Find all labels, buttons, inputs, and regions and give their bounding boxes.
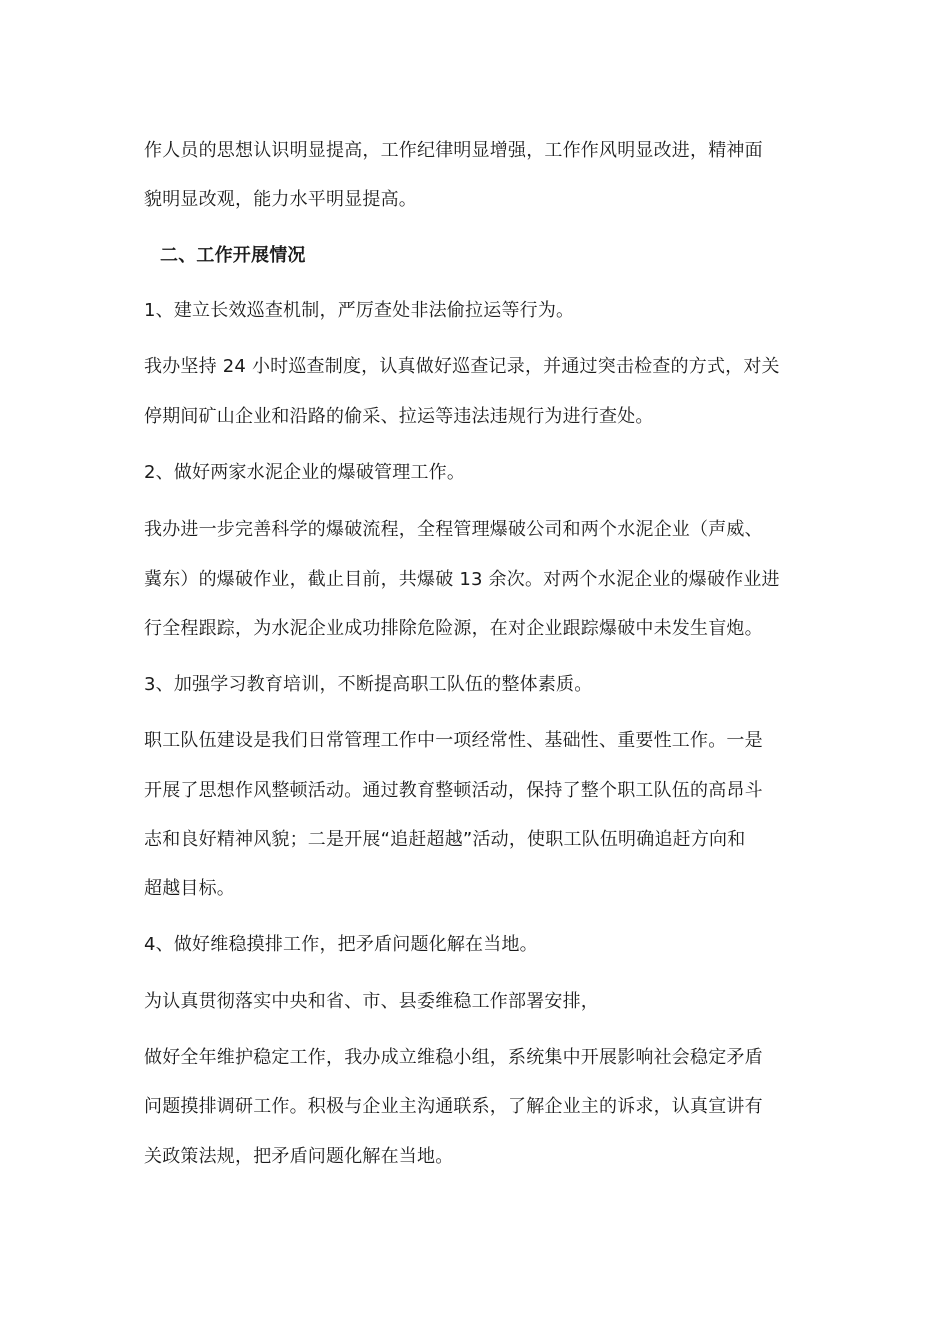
- paragraph-line: 做好全年维护稳定工作，我办成立维稳小组，系统集中开展影响社会稳定矛盾: [144, 1047, 763, 1068]
- subsection-heading: 2、做好两家水泥企业的爆破管理工作。: [144, 462, 466, 483]
- paragraph-line: 职工队伍建设是我们日常管理工作中一项经常性、基础性、重要性工作。一是: [144, 730, 763, 751]
- paragraph-line: 为认真贯彻落实中央和省、市、县委维稳工作部署安排，: [144, 991, 599, 1012]
- paragraph-line: 志和良好精神风貌；二是开展“追赶超越”活动，使职工队伍明确追赶方向和: [144, 829, 746, 850]
- section-heading: 二、工作开展情况: [160, 245, 306, 266]
- paragraph-line: 冀东）的爆破作业，截止目前，共爆破 13 余次。对两个水泥企业的爆破作业进: [144, 569, 780, 590]
- paragraph-line: 停期间矿山企业和沿路的偷采、拉运等违法违规行为进行查处。: [144, 406, 654, 427]
- paragraph-line: 行全程跟踪，为水泥企业成功排除危险源，在对企业跟踪爆破中未发生盲炮。: [144, 618, 763, 639]
- paragraph-line: 开展了思想作风整顿活动。通过教育整顿活动，保持了整个职工队伍的高昂斗: [144, 780, 763, 801]
- paragraph-line: 我办进一步完善科学的爆破流程，全程管理爆破公司和两个水泥企业（声威、: [144, 519, 763, 540]
- paragraph-line: 作人员的思想认识明显提高，工作纪律明显增强，工作作风明显改进，精神面: [144, 140, 763, 161]
- paragraph-line: 问题摸排调研工作。积极与企业主沟通联系，了解企业主的诉求，认真宣讲有: [144, 1096, 763, 1117]
- paragraph-line: 貌明显改观，能力水平明显提高。: [144, 189, 417, 210]
- paragraph-line: 关政策法规，把矛盾问题化解在当地。: [144, 1146, 454, 1167]
- paragraph-line: 超越目标。: [144, 878, 235, 899]
- subsection-heading: 4、做好维稳摸排工作，把矛盾问题化解在当地。: [144, 934, 538, 955]
- paragraph-line: 我办坚持 24 小时巡查制度，认真做好巡查记录，并通过突击检查的方式，对关: [144, 356, 780, 377]
- subsection-heading: 1、建立长效巡查机制，严厉查处非法偷拉运等行为。: [144, 300, 575, 321]
- subsection-heading: 3、加强学习教育培训，不断提高职工队伍的整体素质。: [144, 674, 593, 695]
